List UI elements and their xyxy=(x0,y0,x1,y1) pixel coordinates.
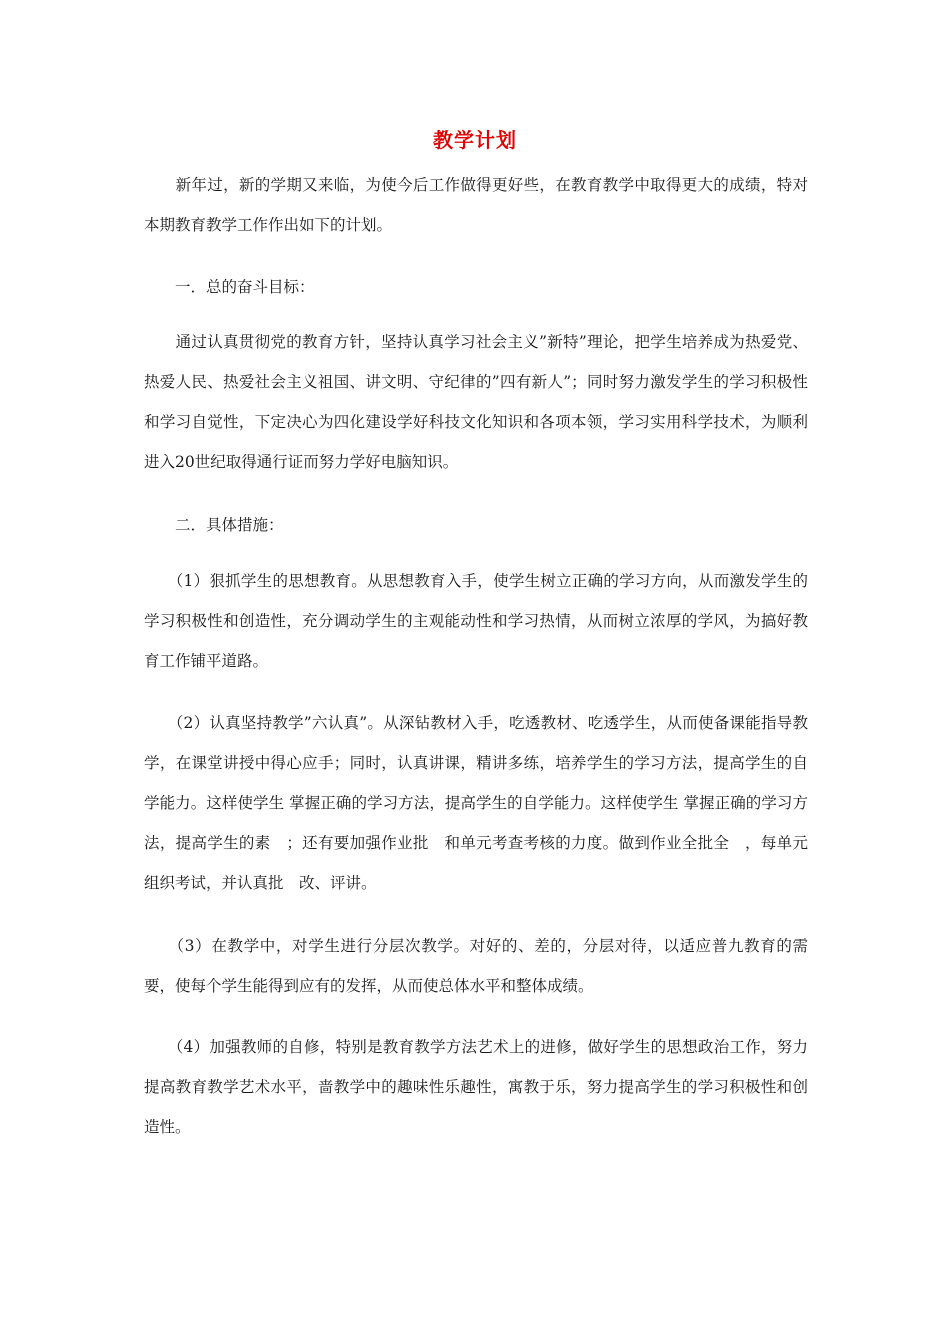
measure-paragraph-2: （2）认真坚持教学”六认真”。从深钻教材入手，吃透教材、吃透学生，从而使备课能指导教学，在课堂讲授中得心应手；同时，认真讲课，精讲多练，培养学生的学习方法，提高学生的自学能力。这样使学生 掌握正确的学习方法，提高学生的自学能力。这样使学生 掌握正确的学习方法，提高学生的素 ；还有要加强作业批 和单元考查考核的力度。做到作业全批全 ，每单元组织考试，并认真批 改、评讲。 xyxy=(144,714,808,892)
document-title: 教学计划 xyxy=(433,128,517,152)
measure-paragraph-1: （1）狠抓学生的思想教育。从思想教育入手，使学生树立正确的学习方向，从而激发学生的学习积极性和创造性，充分调动学生的主观能动性和学习热情，从而树立浓厚的学风，为搞好教育工作铺平道路。 xyxy=(144,572,808,670)
section-heading-goals: 一．总的奋斗目标： xyxy=(144,278,315,296)
goal-paragraph: 通过认真贯彻党的教育方针，坚持认真学习社会主义”新特”理论，把学生培养成为热爱党、热爱人民、热爱社会主义祖国、讲文明、守纪律的”四有新人”；同时努力激发学生的学习积极性和学习自觉性，下定决心为四化建设学好科技文化知识和各项本领，学习实用科学技术，为顺利进入20世纪取得通行证而努力学好电脑知识。 xyxy=(144,333,808,471)
intro-paragraph: 新年过，新的学期又来临，为使今后工作做得更好些，在教育教学中取得更大的成绩，特对本期教育教学工作作出如下的计划。 xyxy=(144,176,808,234)
section-heading-measures: 二．具体措施： xyxy=(144,516,284,534)
measure-paragraph-4: （4）加强教师的自修，特别是教育教学方法艺术上的进修，做好学生的思想政治工作，努力提高教育教学艺术水平，啬教学中的趣味性乐趣性，寓教于乐，努力提高学生的学习积极性和创造性。 xyxy=(144,1038,808,1136)
measure-paragraph-3: （3）在教学中，对学生进行分层次教学。对好的、差的，分层对待，以适应普九教育的需要，使每个学生能得到应有的发挥，从而使总体水平和整体成绩。 xyxy=(144,937,808,995)
